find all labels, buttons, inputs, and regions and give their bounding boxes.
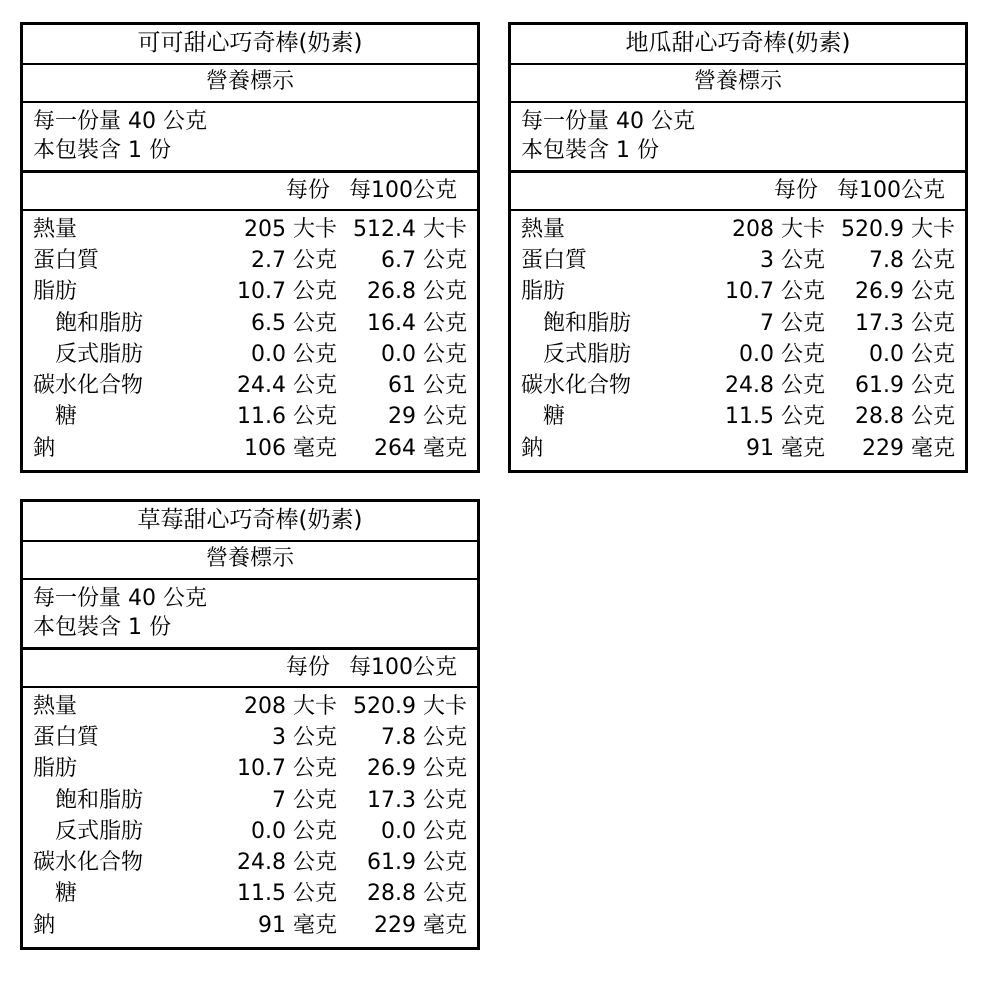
nutrient-per-serving: 10.7 公克 — [724, 279, 825, 305]
nutrient-table — [23, 214, 477, 464]
column-header-per-serving: 每份 — [773, 177, 818, 203]
column-header-spacer — [33, 175, 203, 206]
nutrient-name: 脂肪 — [33, 279, 78, 305]
nutrient-row — [511, 276, 965, 307]
nutrient-per-100g: 520.9 大卡 — [353, 693, 467, 719]
nutrient-row — [511, 401, 965, 432]
nutrient-name: 反式脂肪 — [543, 341, 632, 367]
nutrient-per-serving: 11.5 公克 — [724, 404, 825, 430]
column-header-per-100g: 每100公克 — [837, 177, 945, 203]
nutrient-per-100g: 520.9 大卡 — [841, 216, 955, 242]
nutrient-per-100g: 17.3 公克 — [855, 310, 955, 336]
nutrient-per-serving: 24.8 公克 — [724, 373, 825, 399]
nutrition-facts-heading: 營養標示 — [23, 542, 477, 579]
nutrient-per-serving: 2.7 公克 — [250, 248, 337, 274]
nutrient-name: 糖 — [55, 881, 78, 907]
nutrient-per-100g: 0.0 公克 — [381, 341, 467, 367]
nutrient-row — [23, 878, 477, 909]
nutrition-label-panel — [20, 22, 480, 473]
nutrient-table — [23, 691, 477, 941]
nutrient-row — [23, 433, 477, 464]
nutrient-name: 飽和脂肪 — [55, 787, 144, 813]
nutrient-per-serving: 91 毫克 — [745, 435, 825, 461]
nutrient-per-100g: 61.9 公克 — [855, 373, 955, 399]
nutrient-per-100g: 29 公克 — [388, 404, 467, 430]
nutrient-name: 脂肪 — [33, 756, 78, 782]
nutrition-label-panel — [20, 499, 480, 950]
nutrient-name: 熱量 — [521, 216, 566, 242]
nutrient-per-serving: 0.0 公克 — [250, 341, 337, 367]
product-title: 草莓甜心巧奇棒(奶素) — [23, 502, 477, 542]
nutrient-row — [511, 433, 965, 464]
nutrient-name: 飽和脂肪 — [55, 310, 144, 336]
nutrient-per-serving: 205 大卡 — [243, 216, 337, 242]
nutrient-row — [511, 214, 965, 245]
nutrient-per-100g: 28.8 公克 — [367, 881, 467, 907]
nutrient-per-100g: 0.0 公克 — [381, 818, 467, 844]
nutrient-row — [23, 308, 477, 339]
nutrient-per-serving: 11.5 公克 — [236, 881, 337, 907]
nutrient-name: 蛋白質 — [33, 248, 100, 274]
nutrition-facts-heading: 營養標示 — [511, 65, 965, 102]
nutrient-name: 碳水化合物 — [521, 373, 632, 399]
nutrient-row — [23, 847, 477, 878]
nutrient-per-100g: 0.0 公克 — [869, 341, 955, 367]
nutrient-name: 熱量 — [33, 216, 78, 242]
nutrient-row — [23, 245, 477, 276]
nutrient-row — [23, 339, 477, 370]
nutrient-name: 碳水化合物 — [33, 850, 144, 876]
nutrient-row — [23, 722, 477, 753]
nutrient-per-serving: 0.0 公克 — [250, 818, 337, 844]
nutrient-row — [511, 370, 965, 401]
nutrient-per-100g: 17.3 公克 — [367, 787, 467, 813]
nutrient-per-100g: 26.9 公克 — [367, 756, 467, 782]
nutrient-table — [511, 214, 965, 464]
column-header-per-100g: 每100公克 — [349, 654, 457, 680]
column-header-per-serving: 每份 — [285, 654, 330, 680]
nutrient-per-100g: 61 公克 — [388, 373, 467, 399]
nutrient-row — [23, 753, 477, 784]
nutrient-name: 鈉 — [33, 912, 56, 938]
nutrient-name: 鈉 — [521, 435, 544, 461]
nutrient-per-100g: 26.8 公克 — [367, 279, 467, 305]
nutrient-row — [23, 910, 477, 941]
nutrient-per-serving: 10.7 公克 — [236, 756, 337, 782]
nutrient-per-serving: 106 毫克 — [243, 435, 337, 461]
nutrient-per-100g: 16.4 公克 — [367, 310, 467, 336]
column-header-spacer — [33, 652, 203, 683]
nutrient-name: 蛋白質 — [521, 248, 588, 274]
nutrient-name: 糖 — [543, 404, 566, 430]
product-title: 地瓜甜心巧奇棒(奶素) — [511, 25, 965, 65]
nutrient-per-serving: 7 公克 — [759, 310, 825, 336]
nutrient-row — [23, 276, 477, 307]
nutrient-row — [511, 308, 965, 339]
labels-grid — [20, 22, 980, 950]
column-header-per-100g: 每100公克 — [349, 177, 457, 203]
nutrient-per-serving: 24.8 公克 — [236, 850, 337, 876]
nutrient-row — [23, 785, 477, 816]
nutrient-per-100g: 264 毫克 — [374, 435, 467, 461]
nutrient-name: 飽和脂肪 — [543, 310, 632, 336]
nutrient-name: 脂肪 — [521, 279, 566, 305]
nutrient-per-100g: 229 毫克 — [862, 435, 955, 461]
nutrient-per-serving: 24.4 公克 — [236, 373, 337, 399]
servings-per-package: 本包裝含 1 份 — [521, 137, 659, 163]
product-title: 可可甜心巧奇棒(奶素) — [23, 25, 477, 65]
nutrient-table-wrapper — [511, 211, 965, 470]
nutrient-row — [511, 339, 965, 370]
nutrient-name: 糖 — [55, 404, 78, 430]
serving-info — [511, 103, 965, 173]
serving-size: 每一份量 40 公克 — [33, 585, 207, 611]
nutrient-row — [23, 816, 477, 847]
nutrient-per-100g: 229 毫克 — [374, 912, 467, 938]
serving-info — [23, 580, 477, 650]
column-headers — [23, 650, 477, 688]
nutrient-row — [23, 214, 477, 245]
servings-per-package: 本包裝含 1 份 — [33, 137, 171, 163]
nutrient-per-100g: 61.9 公克 — [367, 850, 467, 876]
nutrient-per-100g: 28.8 公克 — [855, 404, 955, 430]
nutrient-per-serving: 208 大卡 — [243, 693, 337, 719]
nutrient-per-100g: 26.9 公克 — [855, 279, 955, 305]
nutrient-row — [511, 245, 965, 276]
nutrient-per-100g: 6.7 公克 — [381, 248, 467, 274]
nutrient-per-serving: 3 公克 — [271, 725, 337, 751]
nutrition-label-panel — [508, 22, 968, 473]
column-headers — [511, 173, 965, 211]
nutrient-row — [23, 691, 477, 722]
nutrient-name: 蛋白質 — [33, 725, 100, 751]
column-header-spacer — [521, 175, 691, 206]
nutrient-table-wrapper — [23, 211, 477, 470]
serving-info — [23, 103, 477, 173]
nutrition-facts-heading: 營養標示 — [23, 65, 477, 102]
column-headers — [23, 173, 477, 211]
nutrient-per-serving: 0.0 公克 — [738, 341, 825, 367]
nutrient-name: 反式脂肪 — [55, 341, 144, 367]
nutrient-table-wrapper — [23, 688, 477, 947]
nutrient-per-100g: 512.4 大卡 — [353, 216, 467, 242]
nutrient-row — [23, 401, 477, 432]
nutrient-per-100g: 7.8 公克 — [869, 248, 955, 274]
serving-size: 每一份量 40 公克 — [33, 108, 207, 134]
servings-per-package: 本包裝含 1 份 — [33, 614, 171, 640]
serving-size: 每一份量 40 公克 — [521, 108, 695, 134]
nutrient-per-serving: 208 大卡 — [731, 216, 825, 242]
nutrient-per-100g: 7.8 公克 — [381, 725, 467, 751]
nutrient-name: 熱量 — [33, 693, 78, 719]
nutrient-name: 鈉 — [33, 435, 56, 461]
nutrient-name: 反式脂肪 — [55, 818, 144, 844]
nutrient-per-serving: 91 毫克 — [257, 912, 337, 938]
nutrient-per-serving: 3 公克 — [759, 248, 825, 274]
nutrient-per-serving: 10.7 公克 — [236, 279, 337, 305]
nutrient-per-serving: 6.5 公克 — [250, 310, 337, 336]
nutrient-per-serving: 7 公克 — [271, 787, 337, 813]
nutrient-row — [23, 370, 477, 401]
nutrient-per-serving: 11.6 公克 — [236, 404, 337, 430]
nutrient-name: 碳水化合物 — [33, 373, 144, 399]
column-header-per-serving: 每份 — [285, 177, 330, 203]
